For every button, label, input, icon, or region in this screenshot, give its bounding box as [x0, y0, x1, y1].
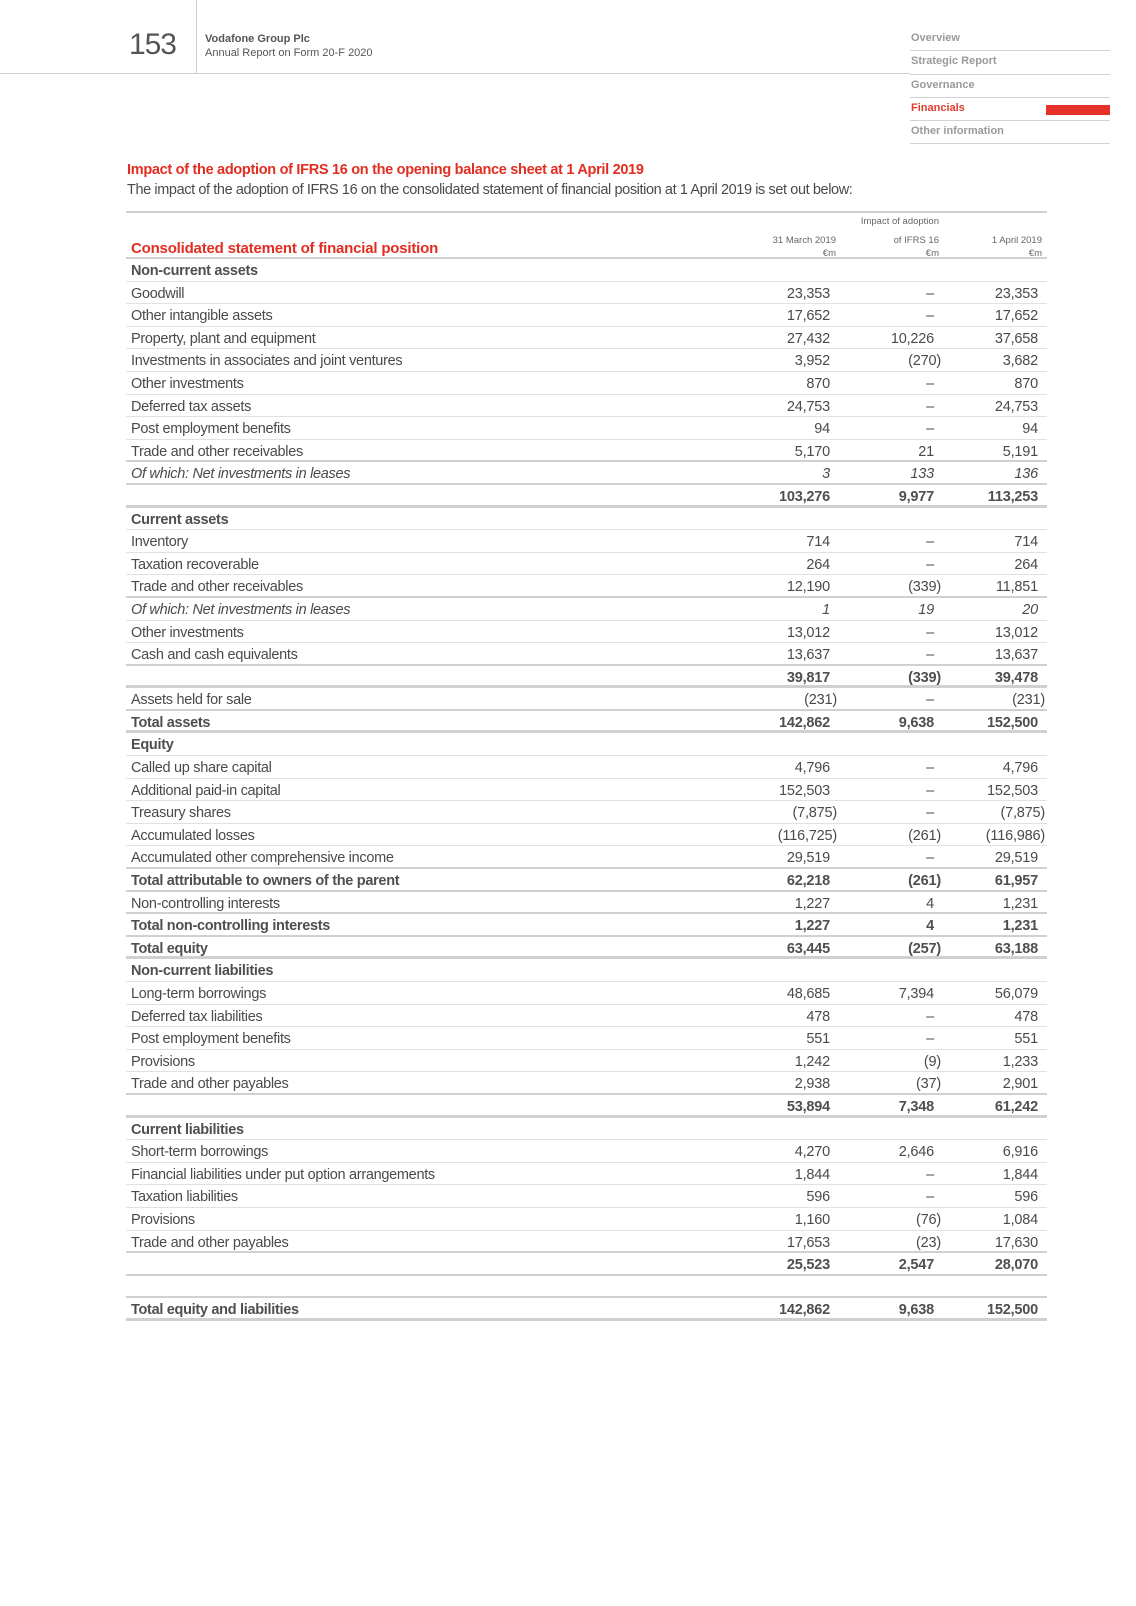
value-ifrs16-impact: –: [926, 556, 934, 573]
value-1-april-2019: 2,901: [1002, 1076, 1038, 1093]
value-ifrs16-impact: –: [926, 1008, 934, 1025]
table-row: [126, 1140, 1047, 1163]
value-ifrs16-impact: –: [926, 805, 934, 822]
value-ifrs16-impact: 9,638: [898, 714, 934, 731]
row-label: Trade and other payables: [131, 1076, 289, 1093]
row-label: Deferred tax liabilities: [131, 1008, 263, 1025]
value-1-april-2019: 113,253: [987, 488, 1038, 505]
nav-item-overview[interactable]: [910, 28, 1110, 51]
row-label: Post employment benefits: [131, 1031, 291, 1048]
value-31-march-2019: 13,637: [786, 647, 830, 664]
value-ifrs16-impact: –: [926, 534, 934, 551]
row-label: Current liabilities: [131, 1121, 244, 1138]
value-ifrs16-impact: –: [926, 1189, 934, 1206]
column-header-ifrs16-impact: [861, 215, 939, 260]
value-ifrs16-impact: (9): [923, 1053, 941, 1070]
nav-item-label: Strategic Report: [911, 55, 997, 68]
value-ifrs16-impact: (339): [908, 669, 941, 686]
table-row: [126, 327, 1047, 350]
value-ifrs16-impact: 4: [926, 918, 934, 935]
value-1-april-2019: 152,503: [986, 782, 1038, 799]
row-label: Of which: Net investments in leases: [131, 466, 351, 483]
row-label: Non-current assets: [131, 263, 258, 279]
value-1-april-2019: 13,637: [994, 647, 1038, 664]
value-ifrs16-impact: 9,638: [898, 1302, 934, 1319]
value-31-march-2019: 596: [806, 1189, 830, 1206]
value-1-april-2019: 56,079: [994, 986, 1038, 1002]
value-1-april-2019: 870: [1014, 375, 1038, 392]
value-ifrs16-impact: (257): [908, 940, 941, 957]
value-31-march-2019: (7,875): [792, 805, 837, 822]
total-row: [126, 937, 1047, 960]
row-label: Trade and other payables: [131, 1234, 289, 1251]
row-label: Non-controlling interests: [131, 895, 280, 912]
value-1-april-2019: 152,500: [986, 714, 1038, 731]
value-ifrs16-impact: –: [926, 647, 934, 664]
value-31-march-2019: 142,862: [778, 714, 830, 731]
value-31-march-2019: 25,523: [786, 1257, 830, 1274]
value-31-march-2019: (116,725): [777, 827, 837, 844]
section-nav: [910, 28, 1110, 144]
value-ifrs16-impact: 7,394: [898, 986, 934, 1002]
value-31-march-2019: 142,862: [778, 1302, 830, 1319]
row-label: Provisions: [131, 1211, 195, 1228]
value-ifrs16-impact: 133: [910, 466, 934, 483]
header-rule: [0, 73, 910, 74]
value-1-april-2019: (116,986): [985, 827, 1045, 844]
value-1-april-2019: 94: [1022, 421, 1038, 438]
value-ifrs16-impact: –: [926, 850, 934, 867]
value-1-april-2019: 23,353: [994, 285, 1038, 302]
value-1-april-2019: 5,191: [1002, 443, 1038, 460]
row-label: Trade and other receivables: [131, 443, 303, 460]
row-label: Trade and other receivables: [131, 579, 303, 596]
value-31-march-2019: 264: [806, 556, 830, 573]
value-31-march-2019: 4,796: [794, 760, 830, 777]
value-31-march-2019: 1,227: [794, 895, 830, 912]
table-row: [126, 530, 1047, 553]
value-31-march-2019: 27,432: [786, 330, 830, 347]
value-ifrs16-impact: –: [926, 398, 934, 415]
table-row: [126, 1027, 1047, 1050]
value-1-april-2019: 714: [1014, 534, 1038, 551]
table-row: [126, 869, 1047, 892]
row-label: Total equity and liabilities: [131, 1302, 299, 1319]
value-1-april-2019: 1,231: [1002, 918, 1038, 935]
row-label: Taxation recoverable: [131, 556, 259, 573]
table-body: [126, 259, 1047, 1321]
value-31-march-2019: 870: [806, 375, 830, 392]
value-1-april-2019: 1,844: [1002, 1166, 1038, 1183]
value-ifrs16-impact: (261): [908, 873, 941, 890]
value-1-april-2019: 61,957: [994, 873, 1038, 890]
value-1-april-2019: 37,658: [994, 330, 1038, 347]
row-label: Goodwill: [131, 285, 185, 302]
table-row: [126, 1185, 1047, 1208]
nav-item-label: Other information: [911, 125, 1004, 138]
column-header-unit: €m: [1028, 248, 1042, 259]
value-31-march-2019: 17,653: [786, 1234, 830, 1251]
table-row: [126, 1005, 1047, 1028]
report-subtitle: Annual Report on Form 20-F 2020: [205, 47, 373, 59]
value-ifrs16-impact: –: [926, 624, 934, 641]
value-1-april-2019: 11,851: [995, 579, 1038, 596]
nav-item-strategic-report[interactable]: [910, 51, 1110, 74]
row-label: Called up share capital: [131, 760, 272, 777]
value-1-april-2019: 13,012: [994, 624, 1038, 641]
table-row: [126, 1231, 1047, 1254]
value-ifrs16-impact: –: [926, 1166, 934, 1183]
row-label: Current assets: [131, 511, 229, 528]
value-1-april-2019: 4,796: [1002, 760, 1038, 777]
row-label: Assets held for sale: [131, 692, 252, 709]
table-row: [126, 1163, 1047, 1186]
value-31-march-2019: 103,276: [778, 488, 830, 505]
value-1-april-2019: 24,753: [994, 398, 1038, 415]
value-1-april-2019: 551: [1014, 1031, 1038, 1048]
table-row: [126, 688, 1047, 711]
value-ifrs16-impact: 2,547: [898, 1257, 934, 1274]
value-31-march-2019: 63,445: [786, 940, 830, 957]
value-31-march-2019: 1,242: [794, 1053, 830, 1070]
value-ifrs16-impact: –: [926, 285, 934, 302]
value-31-march-2019: 4,270: [794, 1144, 830, 1161]
table-row: [126, 801, 1047, 824]
row-label: Of which: Net investments in leases: [131, 601, 351, 618]
table-row: [126, 282, 1047, 305]
section-heading-row: [126, 259, 1047, 282]
value-1-april-2019: (7,875): [1000, 805, 1045, 822]
section-heading-row: [126, 508, 1047, 531]
section-title: Impact of the adoption of IFRS 16 on the opening balance sheet at 1 April 2019: [127, 162, 644, 178]
row-label: Total non-controlling interests: [131, 918, 331, 935]
value-1-april-2019: (231): [1012, 692, 1045, 709]
value-1-april-2019: 1,084: [1002, 1211, 1038, 1228]
table-row: [126, 824, 1047, 847]
table-row: [126, 1050, 1047, 1073]
value-ifrs16-impact: 21: [918, 443, 934, 460]
row-label: Taxation liabilities: [131, 1189, 238, 1206]
company-name: Vodafone Group Plc: [205, 33, 310, 45]
row-label: Total assets: [131, 714, 211, 731]
value-ifrs16-impact: 10,226: [890, 330, 934, 347]
value-31-march-2019: 12,190: [786, 579, 830, 596]
value-1-april-2019: 136: [1014, 466, 1038, 483]
row-label: Property, plant and equipment: [131, 330, 316, 347]
value-31-march-2019: 714: [806, 534, 830, 551]
row-label: Accumulated losses: [131, 827, 255, 844]
row-label: Total attributable to owners of the parent: [131, 873, 400, 890]
column-header-31-march-2019: [773, 234, 836, 260]
row-label: Other intangible assets: [131, 308, 273, 325]
value-31-march-2019: 94: [814, 421, 830, 438]
value-ifrs16-impact: (76): [916, 1211, 941, 1228]
row-label: Other investments: [131, 375, 244, 392]
active-section-marker: [1046, 105, 1110, 115]
column-header-unit: €m: [925, 248, 939, 259]
subtotal-row: [126, 485, 1047, 508]
value-31-march-2019: 13,012: [786, 624, 830, 641]
value-ifrs16-impact: –: [926, 1031, 934, 1048]
column-header-date: 1 April 2019: [991, 235, 1042, 246]
table-row: [126, 1072, 1047, 1095]
value-1-april-2019: 1,233: [1002, 1053, 1038, 1070]
value-31-march-2019: 23,353: [786, 285, 830, 302]
row-label: Accumulated other comprehensive income: [131, 850, 394, 867]
value-31-march-2019: 2,938: [794, 1076, 830, 1093]
value-31-march-2019: 24,753: [786, 398, 830, 415]
table-row: [126, 914, 1047, 937]
row-label: Short-term borrowings: [131, 1144, 269, 1161]
value-31-march-2019: 152,503: [778, 782, 830, 799]
value-1-april-2019: 28,070: [994, 1257, 1038, 1274]
table-row: [126, 553, 1047, 576]
value-31-march-2019: 3: [822, 466, 830, 483]
row-label: Long-term borrowings: [131, 986, 267, 1002]
column-header-unit: €m: [822, 248, 836, 259]
row-label: Other investments: [131, 624, 244, 641]
value-31-march-2019: 5,170: [794, 443, 830, 460]
nav-item-label: Overview: [911, 32, 960, 44]
section-heading-row: [126, 733, 1047, 756]
page-number: 153: [128, 28, 176, 61]
value-31-march-2019: 1: [822, 601, 830, 618]
value-ifrs16-impact: –: [926, 421, 934, 438]
table-row: [126, 846, 1047, 869]
column-header-line: of IFRS 16: [893, 235, 939, 246]
value-1-april-2019: 1,231: [1002, 895, 1038, 912]
row-label: Non-current liabilities: [131, 963, 274, 980]
value-1-april-2019: 596: [1014, 1189, 1038, 1206]
value-1-april-2019: 478: [1014, 1008, 1038, 1025]
row-label: Investments in associates and joint ventures: [131, 353, 403, 370]
value-1-april-2019: 29,519: [994, 850, 1038, 867]
table-row: [126, 395, 1047, 418]
table-row: [126, 1208, 1047, 1231]
subtotal-row: [126, 666, 1047, 689]
table-row: [126, 982, 1047, 1005]
value-ifrs16-impact: 9,977: [898, 488, 934, 505]
table-row: [126, 779, 1047, 802]
value-31-march-2019: 17,652: [786, 308, 830, 325]
table-row: [126, 621, 1047, 644]
value-ifrs16-impact: –: [926, 692, 934, 709]
value-ifrs16-impact: 19: [918, 601, 934, 618]
nav-item-other-information[interactable]: [910, 121, 1110, 144]
row-label: Treasury shares: [131, 805, 231, 822]
row-label: Post employment benefits: [131, 421, 291, 438]
total-row: [126, 1298, 1047, 1321]
spacer-row: [126, 1276, 1047, 1299]
value-ifrs16-impact: (270): [908, 353, 941, 370]
row-label: Inventory: [131, 534, 188, 551]
value-ifrs16-impact: (339): [908, 579, 941, 596]
value-ifrs16-impact: (37): [916, 1076, 941, 1093]
table-row: [126, 304, 1047, 327]
value-ifrs16-impact: 7,348: [898, 1098, 934, 1115]
table-row: [126, 349, 1047, 372]
value-31-march-2019: 551: [806, 1031, 830, 1048]
value-ifrs16-impact: 2,646: [898, 1144, 934, 1161]
value-1-april-2019: 3,682: [1002, 353, 1038, 370]
value-31-march-2019: 1,227: [794, 918, 830, 935]
value-ifrs16-impact: –: [926, 375, 934, 392]
row-label: Total equity: [131, 940, 208, 957]
value-ifrs16-impact: –: [926, 760, 934, 777]
row-label: Equity: [131, 737, 174, 754]
table-header: [126, 211, 1047, 259]
subtotal-row: [126, 1095, 1047, 1118]
value-31-march-2019: (231): [804, 692, 837, 709]
statement-title: Consolidated statement of financial position: [131, 240, 439, 257]
column-header-1-april-2019: [992, 234, 1042, 260]
row-label: Additional paid-in capital: [131, 782, 281, 799]
value-1-april-2019: 20: [1022, 601, 1038, 618]
value-1-april-2019: 17,652: [994, 308, 1038, 325]
table-row: [126, 462, 1047, 485]
value-31-march-2019: 1,160: [794, 1211, 830, 1228]
section-heading-row: [126, 959, 1047, 982]
value-ifrs16-impact: (23): [916, 1234, 941, 1251]
value-1-april-2019: 63,188: [994, 940, 1038, 957]
table-row: [126, 440, 1047, 463]
value-ifrs16-impact: 4: [926, 895, 934, 912]
table-row: [126, 892, 1047, 915]
financial-position-table: [126, 211, 1047, 1321]
value-31-march-2019: 3,952: [794, 353, 830, 370]
subtotal-row: [126, 1253, 1047, 1276]
header-divider: [196, 0, 197, 74]
table-row: [126, 575, 1047, 598]
value-ifrs16-impact: –: [926, 782, 934, 799]
value-31-march-2019: 48,685: [786, 986, 830, 1002]
row-label: Cash and cash equivalents: [131, 647, 298, 664]
nav-item-label: Financials: [911, 101, 965, 114]
column-header-date: 31 March 2019: [772, 235, 836, 246]
value-ifrs16-impact: (261): [908, 827, 941, 844]
value-1-april-2019: 6,916: [1002, 1144, 1038, 1161]
nav-item-financials[interactable]: [910, 98, 1110, 121]
table-row: [126, 417, 1047, 440]
value-31-march-2019: 62,218: [786, 873, 830, 890]
section-intro: The impact of the adoption of IFRS 16 on the consolidated statement of financial position at 1 April 2019 is set out below:: [127, 182, 853, 198]
table-row: [126, 756, 1047, 779]
table-row: [126, 598, 1047, 621]
value-31-march-2019: 478: [806, 1008, 830, 1025]
table-row: [126, 643, 1047, 666]
row-label: Provisions: [131, 1053, 195, 1070]
value-1-april-2019: 61,242: [994, 1098, 1038, 1115]
value-1-april-2019: 264: [1014, 556, 1038, 573]
row-label: Financial liabilities under put option arrangements: [131, 1166, 435, 1183]
value-31-march-2019: 1,844: [794, 1166, 830, 1183]
value-1-april-2019: 17,630: [994, 1234, 1038, 1251]
value-31-march-2019: 53,894: [786, 1098, 830, 1115]
column-header-line: Impact of adoption: [860, 216, 939, 227]
row-label: Deferred tax assets: [131, 398, 252, 415]
table-row: [126, 372, 1047, 395]
value-31-march-2019: 39,817: [786, 669, 830, 686]
nav-item-governance[interactable]: [910, 75, 1110, 98]
value-ifrs16-impact: –: [926, 308, 934, 325]
total-row: [126, 711, 1047, 734]
value-1-april-2019: 152,500: [986, 1302, 1038, 1319]
value-1-april-2019: 39,478: [994, 669, 1038, 686]
nav-item-label: Governance: [911, 78, 975, 91]
value-31-march-2019: 29,519: [786, 850, 830, 867]
section-heading-row: [126, 1118, 1047, 1141]
